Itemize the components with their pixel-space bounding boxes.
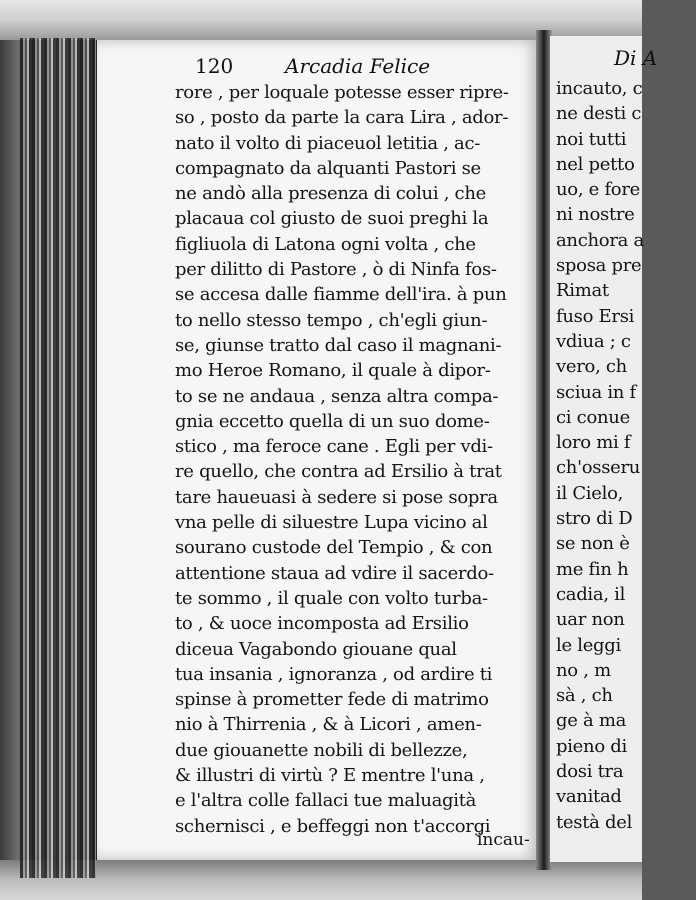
- text-line: nio à Thirrenia , & à Licori , amen-: [175, 714, 482, 736]
- text-line: diceua Vagabondo giouane qual: [175, 638, 457, 660]
- right-text-line: ne desti c: [556, 103, 642, 125]
- right-text-block: [556, 76, 696, 835]
- right-text-line: fuso Ersi: [556, 305, 635, 327]
- right-text-line: ch'osseru: [556, 457, 641, 479]
- text-line: so , posto da parte la cara Lira , ador-: [175, 107, 509, 129]
- text-line: spinse à prometter fede di matrimo: [175, 689, 489, 711]
- text-line: te sommo , il quale con volto turba-: [175, 587, 488, 609]
- right-text-line: vdiua ; c: [556, 330, 631, 352]
- text-line: stico , ma feroce cane . Egli per vdi-: [175, 436, 493, 458]
- text-line: placaua col giusto de suoi preghi la: [175, 208, 489, 230]
- text-line: ne andò alla presenza di colui , che: [175, 183, 486, 205]
- text-line: nato il volto di piaceuol letitia , ac-: [175, 132, 481, 154]
- text-line: se, giunse tratto dal caso il magnani-: [175, 334, 502, 356]
- right-text-line: no , m: [556, 659, 611, 681]
- right-text-line: vero, ch: [556, 356, 627, 378]
- text-line: figliuola di Latona ogni volta , che: [175, 233, 476, 255]
- right-text-line: uo, e fore: [556, 179, 641, 201]
- right-text-line: pieno di: [556, 735, 627, 757]
- text-line: se accesa dalle fiamme dell'ira. à pun: [175, 284, 507, 306]
- running-head: [195, 54, 515, 82]
- text-line: sourano custode del Tempio , & con: [175, 537, 493, 559]
- right-text-line: loro mi f: [556, 432, 631, 454]
- right-text-line: nel petto: [556, 153, 635, 175]
- right-text-line: sà , ch: [556, 685, 613, 707]
- right-text-line: se non è: [556, 533, 630, 555]
- text-line: e l'altra colle fallaci tue maluagità: [175, 790, 477, 812]
- text-line: re quello, che contra ad Ersilio à trat: [175, 461, 502, 483]
- right-running-title: Di A: [614, 46, 658, 70]
- left-page: [97, 40, 540, 860]
- right-text-line: Rimat: [556, 280, 609, 302]
- text-line: attentione staua ad vdire il sacerdo-: [175, 562, 494, 584]
- right-text-line: uar non: [556, 609, 625, 631]
- text-line: to nello stesso tempo , ch'egli giun-: [175, 309, 488, 331]
- right-page: [550, 36, 658, 862]
- right-text-line: anchora a: [556, 229, 644, 251]
- right-text-line: ci conue: [556, 406, 630, 428]
- right-text-line: vanitad: [556, 786, 622, 808]
- page-number: 120: [195, 54, 234, 78]
- text-line: & illustri di virtù ? E mentre l'una ,: [175, 765, 485, 787]
- text-line: compagnato da alquanti Pastori se: [175, 157, 481, 179]
- text-line: gnia eccetto quella di un suo dome-: [175, 410, 490, 432]
- text-line: to , & uoce incomposta ad Ersilio: [175, 613, 469, 635]
- right-text-line: testà del: [556, 811, 633, 833]
- right-text-line: sposa pre: [556, 255, 642, 277]
- running-title: Arcadia Felice: [285, 54, 431, 78]
- page-edges: [20, 38, 96, 878]
- right-text-line: stro di D: [556, 508, 633, 530]
- text-line: mo Heroe Romano, il quale à dipor-: [175, 360, 491, 382]
- text-line: vna pelle di siluestre Lupa vicino al: [175, 512, 488, 534]
- right-text-line: me fin h: [556, 558, 629, 580]
- right-text-line: ge à ma: [556, 710, 627, 732]
- right-text-line: cadia, il: [556, 583, 626, 605]
- right-text-line: sciua in f: [556, 381, 636, 403]
- catchword: incau-: [477, 830, 530, 850]
- text-block: [175, 80, 535, 839]
- text-line: schernisci , e beffeggi non t'accorgi: [175, 815, 491, 837]
- text-line: to se ne andaua , senza altra compa-: [175, 385, 499, 407]
- text-line: per dilitto di Pastore , ò di Ninfa fos-: [175, 259, 497, 281]
- right-text-line: ni nostre: [556, 204, 635, 226]
- right-text-line: le leggi: [556, 634, 621, 656]
- text-line: tare haueuasi à sedere si pose sopra: [175, 486, 498, 508]
- text-line: due giouanette nobili di bellezze,: [175, 739, 468, 761]
- right-text-line: noi tutti: [556, 128, 627, 150]
- text-line: rore , per loquale potesse esser ripre-: [175, 82, 509, 103]
- right-text-line: il Cielo,: [556, 482, 624, 504]
- text-line: tua insania , ignoranza , od ardire ti: [175, 663, 493, 685]
- right-text-line: incauto, c: [556, 78, 643, 99]
- right-text-line: dosi tra: [556, 761, 624, 783]
